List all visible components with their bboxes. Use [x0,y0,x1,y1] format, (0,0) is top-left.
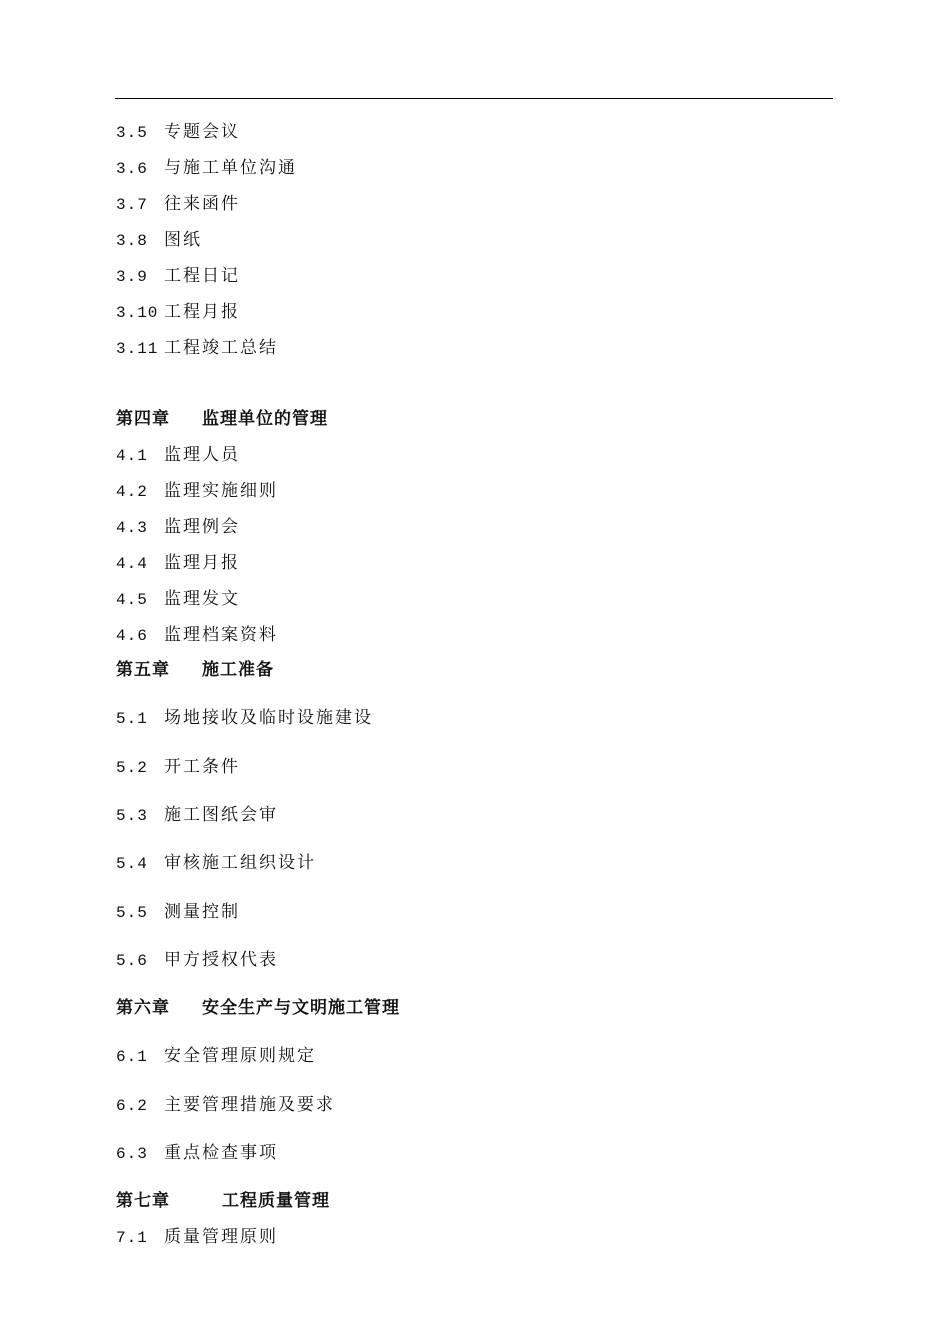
header-rule [115,98,833,99]
toc-entry-number: 4.4 [116,555,148,573]
toc-entry-5-5[interactable] [116,900,240,924]
toc-entry-number: 6.2 [116,1097,148,1115]
toc-entry-3-8[interactable] [116,228,202,252]
toc-entry-title: 图纸 [164,230,202,250]
toc-entry-number: 3.10 [116,304,159,322]
toc-entry-number: 5.1 [116,710,148,728]
toc-entry-number: 3.5 [116,124,148,142]
toc-entry-3-10[interactable] [116,300,240,324]
toc-chapter-7[interactable] [116,1189,330,1213]
toc-entry-6-1[interactable] [116,1044,316,1068]
toc-entry-number: 4.6 [116,627,148,645]
toc-entry-title: 专题会议 [164,122,240,142]
toc-entry-title: 安全管理原则规定 [164,1046,316,1066]
toc-entry-title: 开工条件 [164,757,240,777]
chapter-title: 安全生产与文明施工管理 [202,998,400,1018]
toc-entry-4-4[interactable] [116,551,240,575]
toc-entry-4-1[interactable] [116,443,240,467]
toc-entry-4-2[interactable] [116,479,278,503]
toc-entry-title: 质量管理原则 [164,1227,278,1247]
toc-chapter-4[interactable] [116,407,328,431]
toc-entry-title: 监理实施细则 [164,481,278,501]
toc-entry-number: 3.11 [116,340,159,358]
chapter-title: 监理单位的管理 [202,409,328,429]
toc-entry-title: 施工图纸会审 [164,805,278,825]
chapter-title: 施工准备 [202,660,274,680]
toc-entry-number: 4.5 [116,591,148,609]
toc-entry-4-5[interactable] [116,587,240,611]
toc-entry-title: 工程竣工总结 [164,338,278,358]
toc-entry-title: 主要管理措施及要求 [164,1095,335,1115]
toc-entry-title: 测量控制 [164,902,240,922]
toc-entry-number: 4.2 [116,483,148,501]
toc-chapter-6[interactable] [116,996,400,1020]
toc-entry-7-1[interactable] [116,1225,278,1249]
toc-entry-5-6[interactable] [116,948,278,972]
toc-entry-number: 4.3 [116,519,148,537]
toc-entry-title: 审核施工组织设计 [164,853,316,873]
toc-entry-number: 3.9 [116,268,148,286]
chapter-number: 第四章 [116,409,170,429]
toc-entry-number: 7.1 [116,1229,148,1247]
toc-entry-title: 监理例会 [164,517,240,537]
chapter-number: 第七章 [116,1191,170,1211]
toc-entry-title: 与施工单位沟通 [164,158,297,178]
toc-entry-number: 6.1 [116,1048,148,1066]
toc-entry-5-3[interactable] [116,803,278,827]
toc-entry-4-6[interactable] [116,623,278,647]
toc-entry-number: 6.3 [116,1145,148,1163]
toc-entry-3-11[interactable] [116,336,278,360]
toc-entry-number: 5.2 [116,759,148,777]
toc-entry-number: 4.1 [116,447,148,465]
toc-entry-number: 3.6 [116,160,148,178]
toc-entry-number: 5.6 [116,952,148,970]
toc-chapter-5[interactable] [116,658,274,682]
toc-entry-title: 场地接收及临时设施建设 [164,708,373,728]
toc-entry-6-3[interactable] [116,1141,278,1165]
toc-entry-title: 工程日记 [164,266,240,286]
toc-entry-title: 甲方授权代表 [164,950,278,970]
toc-entry-number: 3.7 [116,196,148,214]
toc-entry-3-6[interactable] [116,156,297,180]
toc-entry-title: 重点检查事项 [164,1143,278,1163]
chapter-number: 第六章 [116,998,170,1018]
toc-entry-number: 3.8 [116,232,148,250]
toc-entry-3-5[interactable] [116,120,240,144]
toc-entry-title: 往来函件 [164,194,240,214]
toc-entry-3-9[interactable] [116,264,240,288]
toc-entry-5-4[interactable] [116,851,316,875]
toc-entry-number: 5.5 [116,904,148,922]
toc-entry-number: 5.3 [116,807,148,825]
toc-entry-4-3[interactable] [116,515,240,539]
toc-entry-5-2[interactable] [116,755,240,779]
toc-entry-title: 监理档案资料 [164,625,278,645]
chapter-title: 工程质量管理 [222,1191,330,1211]
toc-entry-3-7[interactable] [116,192,240,216]
toc-entry-title: 监理发文 [164,589,240,609]
toc-entry-title: 监理人员 [164,445,240,465]
toc-entry-title: 工程月报 [164,302,240,322]
toc-entry-title: 监理月报 [164,553,240,573]
toc-entry-number: 5.4 [116,855,148,873]
toc-entry-6-2[interactable] [116,1093,335,1117]
chapter-number: 第五章 [116,660,170,680]
toc-entry-5-1[interactable] [116,706,373,730]
